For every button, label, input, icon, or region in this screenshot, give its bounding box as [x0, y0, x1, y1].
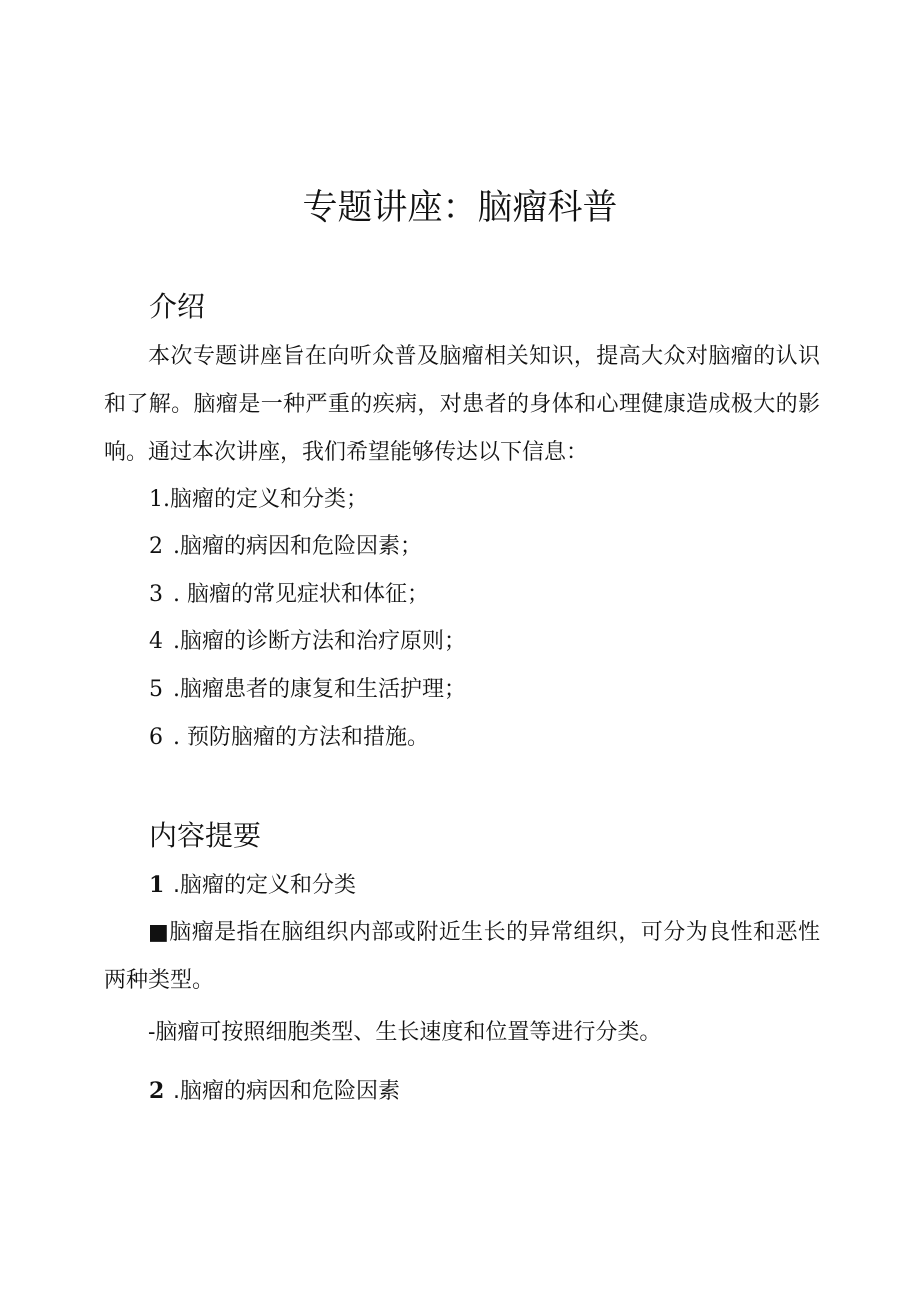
intro-list-item-3 [149, 580, 429, 610]
list-number: 4 [149, 629, 163, 654]
summary-heading: 内容提要 [149, 819, 262, 852]
intro-paragraph: 本次专题讲座旨在向听众普及脑瘤相关知识，提高大众对脑瘤的认识和了解。脑瘤是一种严重的疾病，对患者的身体和心理健康造成极大的影响。通过本次讲座，我们希望能够传达以下信息： [104, 344, 820, 465]
list-text: . 脑瘤的常见症状和体征； [173, 582, 429, 607]
list-number: 3 [149, 582, 163, 607]
section-2-heading [149, 1076, 400, 1107]
list-text: . 预防脑瘤的方法和措施。 [173, 725, 429, 750]
section-1-heading [149, 870, 356, 901]
intro-list-item-1 [149, 485, 368, 515]
list-number: 2 [149, 534, 163, 559]
section-1-paragraph-2: -脑瘤可按照细胞类型、生长速度和位置等进行分类。 [148, 1020, 662, 1045]
list-number: 5 [149, 677, 163, 702]
section-number: 2 [149, 1078, 165, 1104]
section-1-paragraph-1: ■脑瘤是指在脑组织内部或附近生长的异常组织，可分为良性和恶性两种类型。 [104, 920, 820, 993]
list-text: .脑瘤患者的康复和生活护理； [173, 677, 466, 702]
intro-list-item-2 [149, 532, 422, 562]
document-title: 专题讲座：脑瘤科普 [302, 188, 618, 228]
list-text: .脑瘤的病因和危险因素； [173, 534, 422, 559]
intro-list-item-5 [149, 675, 466, 705]
intro-heading: 介绍 [149, 290, 206, 323]
section-number: 1 [149, 872, 165, 898]
intro-list-item-6 [149, 723, 429, 753]
list-text: .脑瘤的诊断方法和治疗原则； [173, 629, 466, 654]
intro-list-item-4 [149, 627, 466, 657]
list-number: 1. [149, 487, 170, 512]
list-text: 脑瘤的定义和分类； [170, 487, 369, 512]
section-title: .脑瘤的病因和危险因素 [173, 1079, 400, 1104]
list-number: 6 [149, 725, 163, 750]
section-title: .脑瘤的定义和分类 [173, 873, 356, 898]
